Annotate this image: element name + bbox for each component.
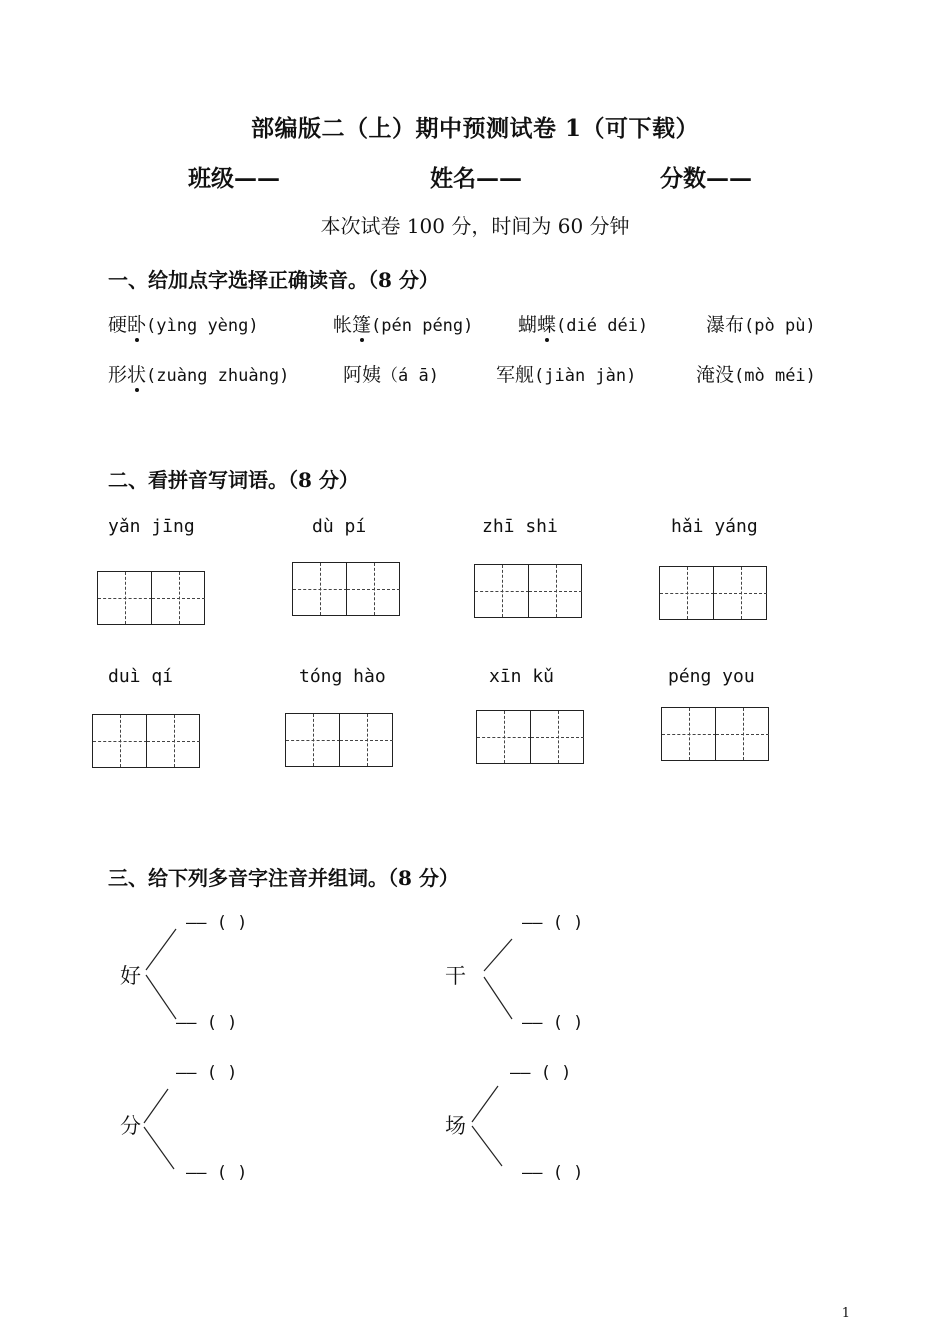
polyphone-char: 分 <box>120 1114 141 1138</box>
section2-heading: 二、看拼音写词语。（8 分） <box>108 468 359 492</box>
page-number: 1 <box>841 1306 850 1321</box>
q1-word-pre: 帐 <box>333 314 353 336</box>
answer-blank[interactable]: —— ( ) <box>176 1013 238 1033</box>
q1-word-pre: 硬 <box>108 314 128 336</box>
writing-grid[interactable] <box>92 714 200 768</box>
writing-grid[interactable] <box>285 713 393 767</box>
answer-blank[interactable]: —— ( ) <box>186 913 248 933</box>
bracket-lines <box>140 925 180 1025</box>
pinyin-prompt: duì qí <box>108 666 174 687</box>
pinyin-prompt: xīn kǔ <box>489 666 555 687</box>
polyphone-char: 场 <box>445 1114 466 1138</box>
page-title: 部编版二（上）期中预测试卷 1（可下载） <box>250 115 699 142</box>
writing-grid[interactable] <box>292 562 400 616</box>
q1-word-pre: 蝴 <box>518 314 538 336</box>
q1-options: （á ā) <box>381 366 439 386</box>
q1-item <box>333 310 473 337</box>
polyphone-char: 好 <box>120 964 141 988</box>
bracket-lines <box>480 935 520 1025</box>
q1-dotted-char: 蝶 <box>537 314 557 336</box>
q1-options: (zuàng zhuàng) <box>146 366 290 386</box>
q1-word: 军舰 <box>496 364 535 386</box>
q1-options: (pò pù) <box>744 316 816 336</box>
q1-item <box>343 360 439 387</box>
q1-item <box>696 360 816 387</box>
answer-blank[interactable]: —— ( ) <box>522 913 584 933</box>
pinyin-prompt: tóng hào <box>299 666 386 687</box>
q1-item <box>518 310 648 337</box>
bracket-lines <box>468 1082 508 1172</box>
q1-dotted-char: 卧 <box>127 314 147 336</box>
score-label: 分数—— <box>660 165 752 192</box>
q1-item <box>108 360 289 387</box>
q1-word-pre: 形 <box>108 364 128 386</box>
q1-item <box>108 310 259 337</box>
q1-word: 阿姨 <box>343 364 382 386</box>
pinyin-prompt: hǎi yáng <box>671 516 758 537</box>
section1-heading: 一、给加点字选择正确读音。（8 分） <box>108 268 439 292</box>
writing-grid[interactable] <box>474 564 582 618</box>
bracket-lines <box>140 1085 180 1175</box>
pinyin-prompt: yǎn jīng <box>108 516 195 537</box>
pinyin-prompt: dù pí <box>312 516 367 537</box>
q1-dotted-char: 状 <box>127 364 147 386</box>
exam-note: 本次试卷 100 分，时间为 60 分钟 <box>320 214 630 238</box>
q1-dotted-char: 篷 <box>352 314 372 336</box>
answer-blank[interactable]: —— ( ) <box>522 1163 584 1183</box>
q1-options: (dié déi) <box>556 316 649 336</box>
answer-blank[interactable]: —— ( ) <box>522 1013 584 1033</box>
name-label: 姓名—— <box>430 165 522 192</box>
answer-blank[interactable]: —— ( ) <box>186 1163 248 1183</box>
pinyin-prompt: péng you <box>668 666 755 687</box>
q1-item <box>496 360 636 387</box>
polyphone-char: 干 <box>445 964 466 988</box>
class-label: 班级—— <box>188 165 280 192</box>
q1-word: 瀑布 <box>706 314 745 336</box>
q1-options: (pén péng) <box>371 316 474 336</box>
writing-grid[interactable] <box>97 571 205 625</box>
q1-word: 淹没 <box>696 364 735 386</box>
q1-options: (yìng yèng) <box>146 316 259 336</box>
writing-grid[interactable] <box>476 710 584 764</box>
pinyin-prompt: zhī shi <box>482 516 558 537</box>
q1-options: (mò méi) <box>734 366 816 386</box>
section3-heading: 三、给下列多音字注音并组词。（8 分） <box>108 866 459 890</box>
answer-blank[interactable]: —— ( ) <box>510 1063 572 1083</box>
answer-blank[interactable]: —— ( ) <box>176 1063 238 1083</box>
q1-options: (jiàn jàn) <box>534 366 637 386</box>
writing-grid[interactable] <box>661 707 769 761</box>
writing-grid[interactable] <box>659 566 767 620</box>
q1-item <box>706 310 816 337</box>
